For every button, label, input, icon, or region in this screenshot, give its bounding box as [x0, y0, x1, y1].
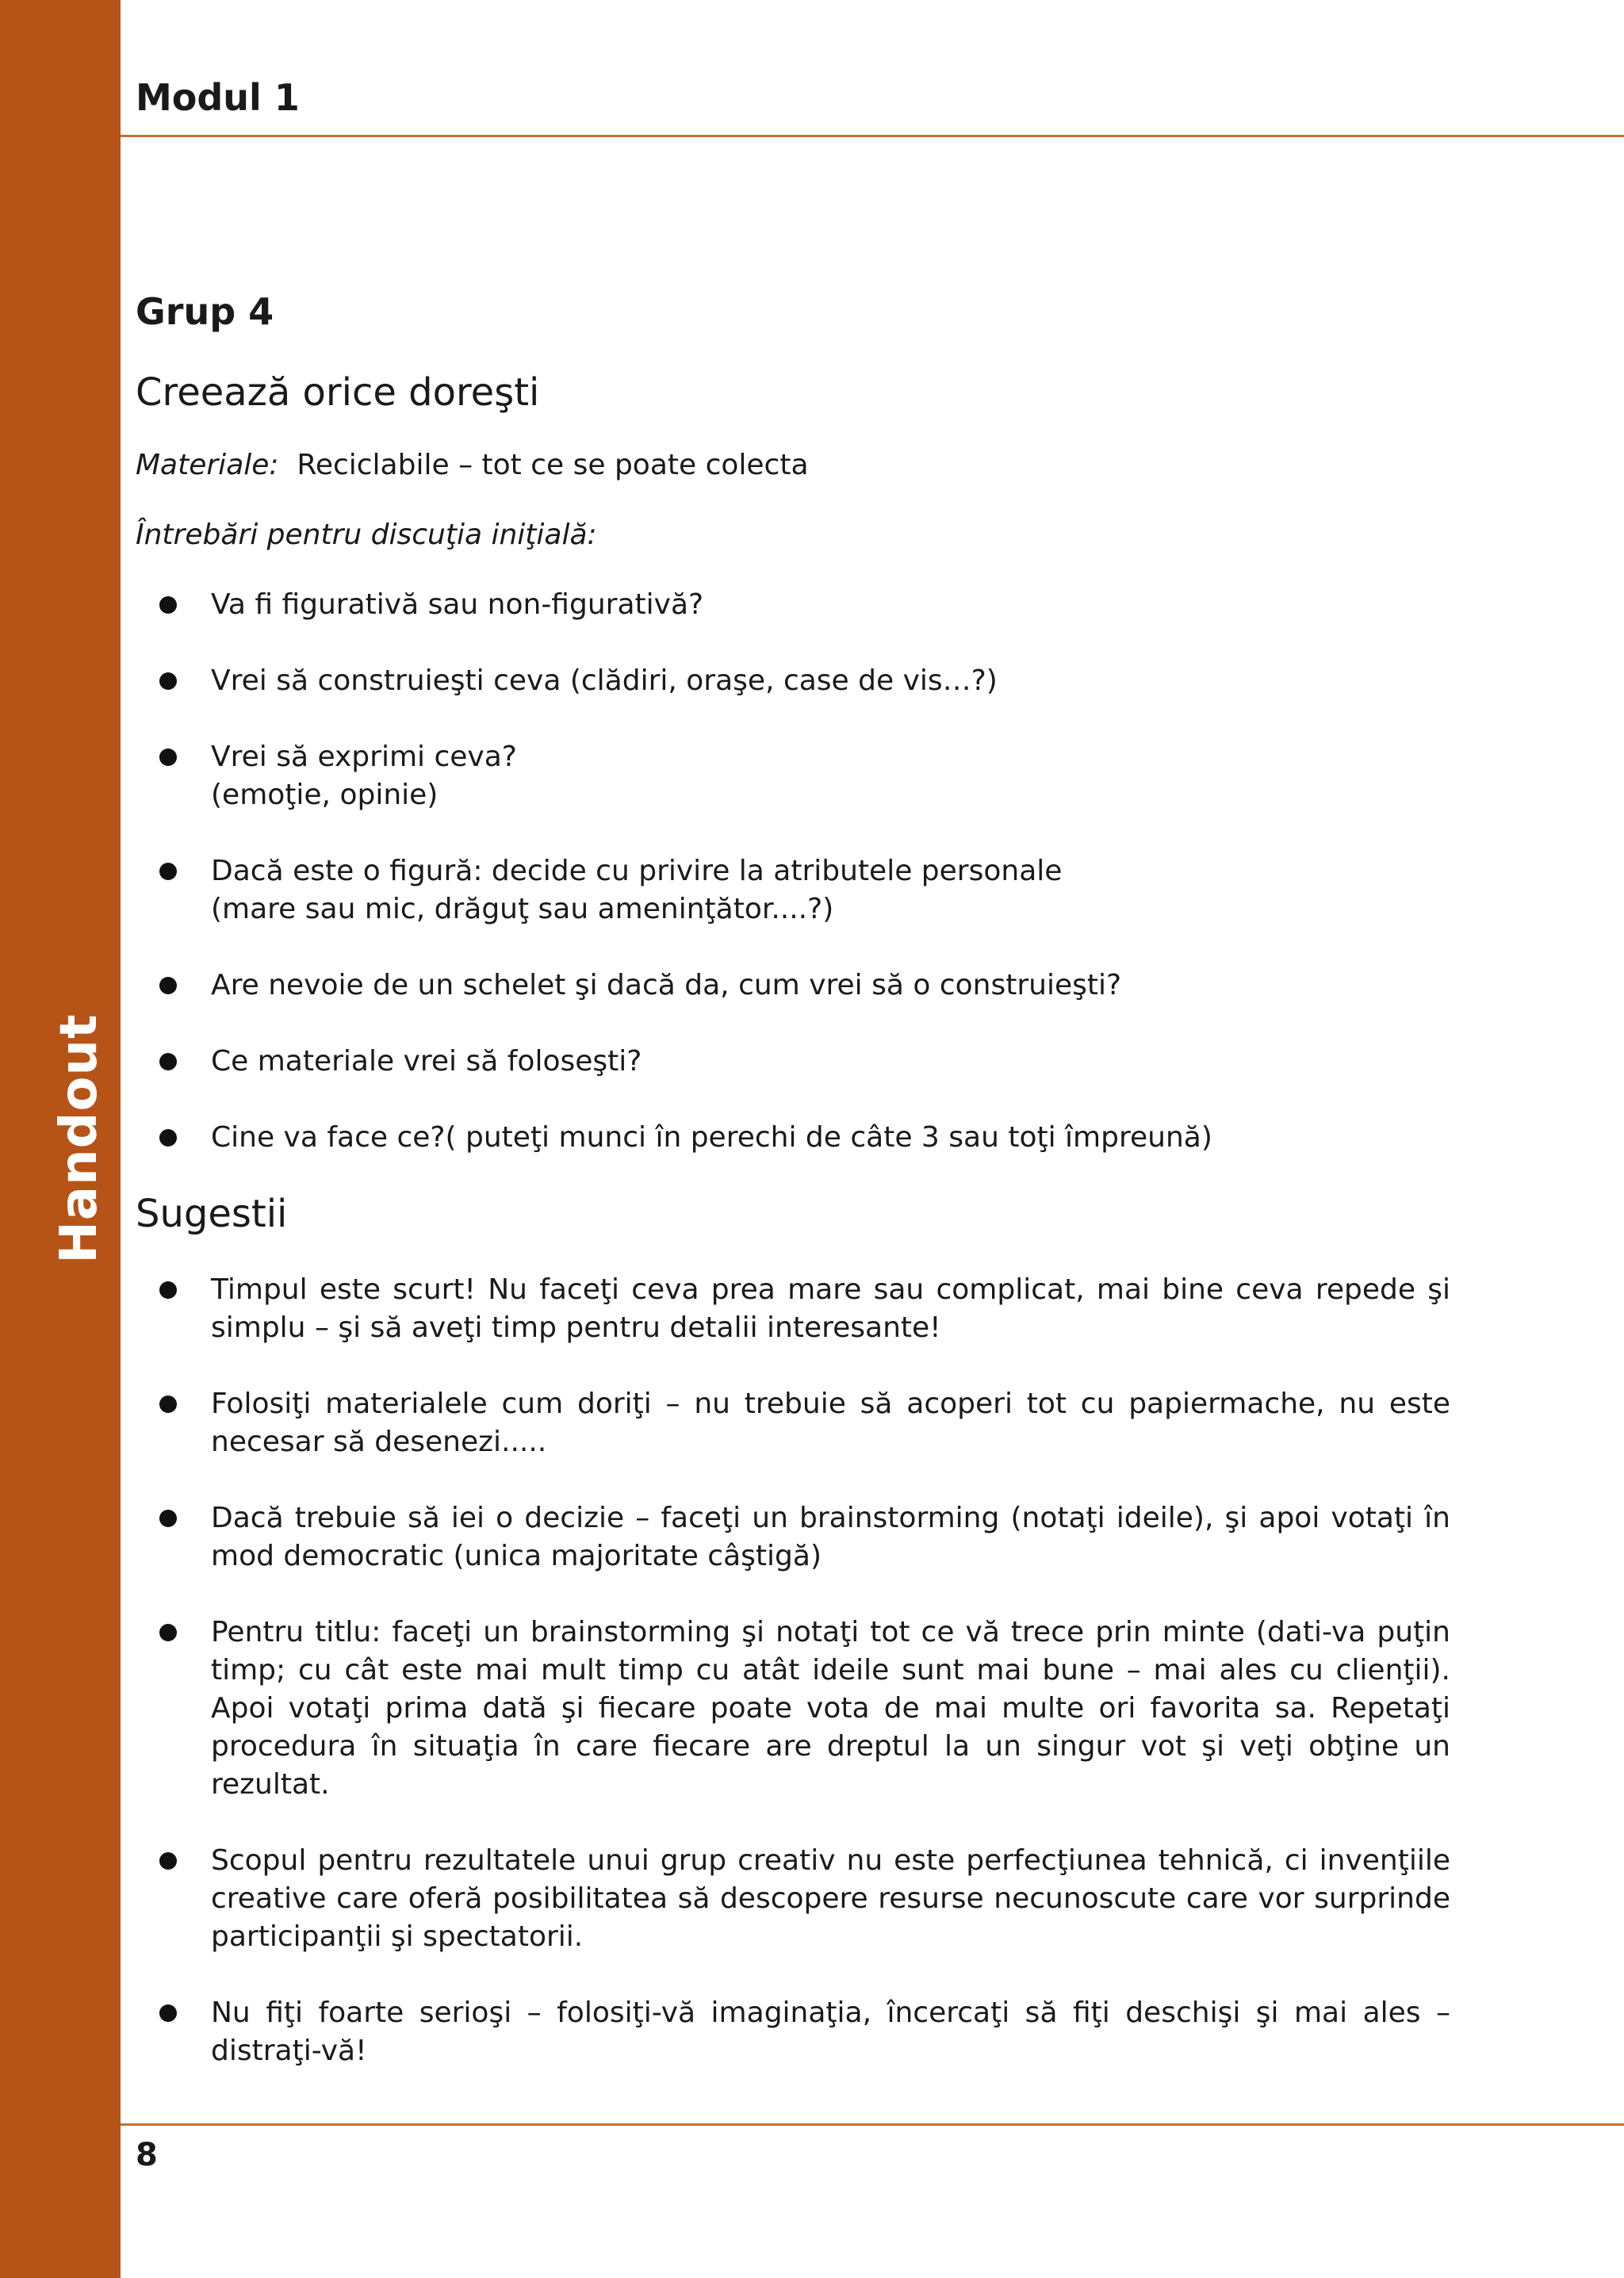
list-item-text: Pentru titlu: faceţi un brainstorming şi notaţi tot ce vă trece prin minte (dati-va puţin timp; cu cât este mai mult timp cu atât ideile sunt mai bune – mai ales cu clienţii). Apoi votaţi prima dată şi fiecare poate vota de mai multe ori favorita sa. Repetaţi procedura în situaţia în care fiecare are dreptul la un singur vot şi veţi obţine un rezultat. [211, 1616, 1450, 1801]
bullet-icon [159, 748, 177, 766]
bullet-icon [159, 977, 177, 994]
bullet-icon [159, 863, 177, 880]
list-item-text: Nu fiţi foarte serioşi – folosiţi-vă imaginaţia, încercaţi să fiţi deschişi şi mai ales – distraţi-vă! [211, 1997, 1450, 2067]
list-item [136, 1499, 1450, 1575]
list-item-text: Are nevoie de un schelet şi dacă da, cum vrei să o construieşti? [211, 969, 1122, 1001]
list-item [136, 1994, 1450, 2070]
list-item [136, 738, 1450, 814]
handout-label: Handout [50, 1013, 109, 1264]
page-content [136, 290, 1450, 2108]
list-item-text: Cine va face ce?( puteţi munci în perechi de câte 3 sau toţi împreună) [211, 1121, 1212, 1154]
bullet-icon [159, 1129, 177, 1147]
suggestions-title: Sugestii [136, 1192, 288, 1236]
suggestions-list [136, 1271, 1450, 2070]
list-item-text: Va fi figurativă sau non-figurativă? [211, 588, 704, 621]
list-item [136, 1385, 1450, 1461]
bullet-icon [159, 1053, 177, 1070]
bullet-icon [159, 1281, 177, 1299]
section-subtitle: Creează orice doreşti [136, 370, 540, 415]
list-item [136, 1119, 1450, 1157]
list-item [136, 1842, 1450, 1956]
bullet-icon [159, 1852, 177, 1870]
group-title: Grup 4 [136, 290, 274, 333]
page-number: 8 [136, 2137, 158, 2173]
list-item-text: Vrei să construieşti ceva (clădiri, oraşe, case de vis…?) [211, 664, 998, 697]
side-band [0, 0, 121, 2278]
list-item [136, 967, 1450, 1005]
list-item [136, 586, 1450, 624]
list-item-text: Scopul pentru rezultatele unui grup creativ nu este perfecţiunea tehnică, ci invenţiile creative care oferă posibilitatea să descopere resurse necunoscute care vor surprinde participanţii şi spectatorii. [211, 1844, 1450, 1953]
list-item [136, 1614, 1450, 1804]
bullet-icon [159, 2004, 177, 2022]
list-item [136, 852, 1450, 928]
list-item [136, 1271, 1450, 1347]
list-item [136, 662, 1450, 700]
list-item [136, 1043, 1450, 1081]
header-rule [121, 135, 1624, 137]
list-item-text: Folosiţi materialele cum doriţi – nu trebuie să acoperi tot cu papiermache, nu este necesar să desenezi..... [211, 1388, 1450, 1458]
bullet-icon [159, 1510, 177, 1527]
list-item-text: Vrei să exprimi ceva? (emoţie, opinie) [211, 741, 517, 811]
bullet-icon [159, 1624, 177, 1641]
materials-value: Reciclabile – tot ce se poate colecta [297, 449, 809, 481]
materials-label: Materiale: [136, 449, 279, 481]
questions-list [136, 586, 1450, 1157]
list-item-text: Dacă trebuie să iei o decizie – faceţi un brainstorming (notaţi ideile), şi apoi votaţi în mod democratic (unica majoritate câştigă) [211, 1502, 1450, 1572]
module-title: Modul 1 [136, 76, 300, 119]
list-item-text: Dacă este o figură: decide cu privire la atributele personale (mare sau mic, drăguţ sau ameninţător....?) [211, 855, 1063, 925]
bullet-icon [159, 596, 177, 614]
materials-line [136, 451, 1450, 480]
list-item-text: Ce materiale vrei să foloseşti? [211, 1045, 642, 1078]
list-item-text: Timpul este scurt! Nu faceţi ceva prea mare sau complicat, mai bine ceva repede şi simplu – şi să aveţi timp pentru detalii interesante! [211, 1273, 1450, 1344]
footer-rule [121, 2123, 1624, 2126]
bullet-icon [159, 672, 177, 690]
questions-intro: Întrebări pentru discuţia iniţială: [136, 519, 597, 551]
bullet-icon [159, 1396, 177, 1413]
